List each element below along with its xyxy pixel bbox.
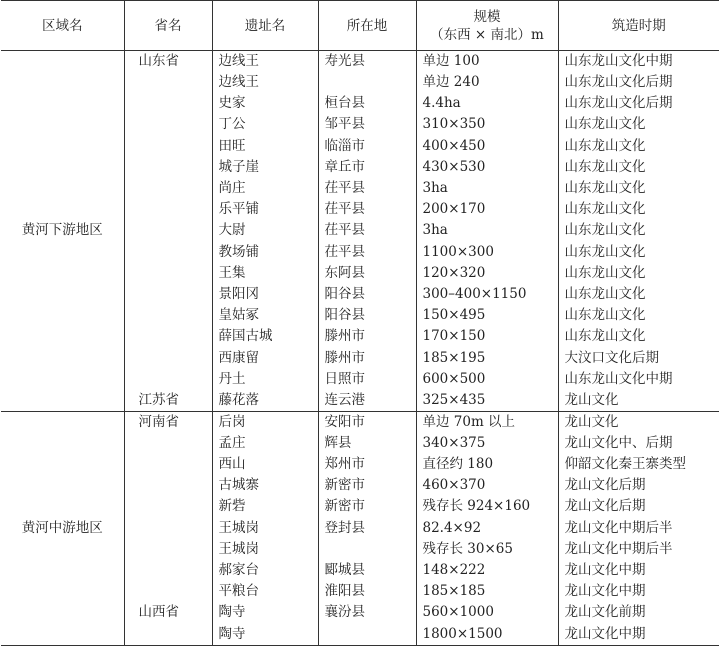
scale-cell: 300–400×1150 — [416, 284, 558, 305]
site-cell: 史家 — [212, 93, 318, 114]
scale-cell: 185×185 — [416, 581, 558, 602]
province-cell — [124, 560, 212, 581]
header-province: 省名 — [124, 1, 212, 51]
period-cell: 山东龙山文化 — [564, 264, 646, 281]
location-cell — [318, 539, 416, 560]
scale-cell: 150×495 — [416, 305, 558, 326]
period-cell: 山东龙山文化 — [564, 158, 646, 175]
period-cell: 山东龙山文化 — [564, 307, 646, 324]
province-cell: 山西省 — [124, 602, 212, 623]
province-cell — [124, 518, 212, 539]
province-cell — [124, 454, 212, 475]
site-cell: 藤花落 — [212, 390, 318, 412]
site-cell: 王集 — [212, 263, 318, 284]
scale-cell: 430×530 — [416, 157, 558, 178]
province-cell — [124, 114, 212, 135]
site-cell: 边线王 — [212, 72, 318, 93]
header-scale — [416, 1, 558, 51]
scale-cell: 325×435 — [416, 390, 558, 412]
table-row — [1, 51, 719, 73]
site-cell: 教场铺 — [212, 242, 318, 263]
province-cell — [124, 326, 212, 347]
province-cell — [124, 242, 212, 263]
scale-cell: 残存长 30×65 — [416, 539, 558, 560]
period-cell: 山东龙山文化后期 — [564, 74, 673, 91]
location-cell: 连云港 — [318, 390, 416, 412]
province-cell — [124, 581, 212, 602]
site-cell: 田旺 — [212, 136, 318, 157]
location-cell: 茌平县 — [318, 199, 416, 220]
site-cell: 郝家台 — [212, 560, 318, 581]
period-cell: 山东龙山文化中期 — [564, 53, 673, 69]
province-cell: 山东省 — [124, 51, 212, 73]
province-cell — [124, 369, 212, 390]
location-cell: 日照市 — [318, 369, 416, 390]
location-cell: 辉县 — [318, 433, 416, 454]
table-row — [1, 411, 719, 433]
scale-cell: 3ha — [416, 220, 558, 241]
site-cell: 新砦 — [212, 496, 318, 517]
period-cell: 龙山文化中期后半 — [564, 540, 673, 557]
province-cell — [124, 93, 212, 114]
period-cell: 仰韶文化秦王寨类型 — [564, 456, 686, 473]
scale-cell: 170×150 — [416, 326, 558, 347]
location-cell: 登封县 — [318, 518, 416, 539]
scale-cell: 600×500 — [416, 369, 558, 390]
location-cell: 东阿县 — [318, 263, 416, 284]
site-cell: 王城岗 — [212, 539, 318, 560]
period-cell: 龙山文化中期 — [564, 583, 646, 600]
location-cell: 茌平县 — [318, 220, 416, 241]
location-cell: 郑州市 — [318, 454, 416, 475]
site-cell: 西山 — [212, 454, 318, 475]
scale-cell: 残存长 924×160 — [416, 496, 558, 517]
scale-cell: 1800×1500 — [416, 624, 558, 646]
province-cell — [124, 539, 212, 560]
location-cell: 滕州市 — [318, 347, 416, 368]
location-cell — [318, 72, 416, 93]
period-cell: 山东龙山文化 — [564, 201, 646, 218]
scale-cell: 3ha — [416, 178, 558, 199]
site-cell: 王城岗 — [212, 518, 318, 539]
location-cell — [318, 624, 416, 646]
province-cell — [124, 433, 212, 454]
sites-table — [1, 0, 719, 646]
period-cell: 龙山文化中期 — [564, 562, 646, 579]
scale-cell: 560×1000 — [416, 602, 558, 623]
period-cell: 山东龙山文化 — [564, 116, 646, 133]
header-scale-line2: （东西 × 南北）m — [430, 26, 544, 43]
table-body — [1, 51, 719, 646]
period-cell: 龙山文化后期 — [564, 498, 646, 515]
province-cell — [124, 263, 212, 284]
scale-cell: 340×375 — [416, 433, 558, 454]
period-cell: 山东龙山文化 — [564, 180, 646, 197]
scale-cell: 148×222 — [416, 560, 558, 581]
site-cell: 陶寺 — [212, 602, 318, 623]
scale-cell: 1100×300 — [416, 242, 558, 263]
scale-cell: 200×170 — [416, 199, 558, 220]
scale-cell: 460×370 — [416, 475, 558, 496]
scale-cell: 单边 70m 以上 — [416, 411, 558, 433]
site-cell: 城子崖 — [212, 157, 318, 178]
period-cell: 山东龙山文化 — [564, 137, 646, 154]
site-cell: 皇姑冢 — [212, 305, 318, 326]
site-cell: 边线王 — [212, 51, 318, 73]
region-cell: 黄河中游地区 — [1, 411, 124, 645]
scale-cell: 单边 100 — [416, 51, 558, 73]
location-cell: 桓台县 — [318, 93, 416, 114]
period-cell: 龙山文化中、后期 — [564, 434, 673, 451]
province-cell — [124, 624, 212, 646]
location-cell: 茌平县 — [318, 178, 416, 199]
period-cell: 龙山文化中期 — [558, 624, 719, 646]
province-cell — [124, 220, 212, 241]
period-cell: 山东龙山文化中期 — [564, 370, 673, 387]
province-cell — [124, 496, 212, 517]
scale-cell: 310×350 — [416, 114, 558, 135]
site-cell: 西康留 — [212, 347, 318, 368]
period-cell: 山东龙山文化后期 — [564, 95, 673, 112]
location-cell: 安阳市 — [318, 411, 416, 433]
header-period: 筑造时期 — [558, 1, 719, 51]
region-cell: 黄河下游地区 — [1, 51, 124, 412]
province-cell — [124, 72, 212, 93]
period-cell: 山东龙山文化 — [564, 285, 646, 302]
header-location: 所在地 — [318, 1, 416, 51]
period-cell: 山东龙山文化 — [564, 328, 646, 345]
site-cell: 薛国古城 — [212, 326, 318, 347]
location-cell: 茌平县 — [318, 242, 416, 263]
period-cell: 大汶口文化后期 — [564, 349, 659, 366]
province-cell: 河南省 — [124, 411, 212, 433]
location-cell: 滕州市 — [318, 326, 416, 347]
location-cell: 临淄市 — [318, 136, 416, 157]
site-cell: 陶寺 — [212, 624, 318, 646]
site-cell: 大尉 — [212, 220, 318, 241]
province-cell — [124, 157, 212, 178]
province-cell — [124, 347, 212, 368]
site-cell: 景阳冈 — [212, 284, 318, 305]
scale-cell: 82.4×92 — [416, 518, 558, 539]
scale-cell: 400×450 — [416, 136, 558, 157]
site-cell: 乐平铺 — [212, 199, 318, 220]
site-cell: 尚庄 — [212, 178, 318, 199]
site-cell: 丁公 — [212, 114, 318, 135]
period-cell: 龙山文化 — [564, 413, 619, 430]
site-cell: 古城寨 — [212, 475, 318, 496]
province-cell — [124, 475, 212, 496]
site-cell: 后岗 — [212, 411, 318, 433]
header-scale-line1: 规模 — [473, 8, 501, 25]
province-cell — [124, 136, 212, 157]
site-cell: 平粮台 — [212, 581, 318, 602]
scale-cell: 单边 240 — [416, 72, 558, 93]
scale-cell: 4.4ha — [416, 93, 558, 114]
period-cell: 龙山文化前期 — [564, 604, 646, 621]
period-cell: 龙山文化中期后半 — [564, 519, 673, 536]
province-cell — [124, 199, 212, 220]
scale-cell: 直径约 180 — [416, 454, 558, 475]
period-cell: 龙山文化 — [558, 390, 719, 412]
location-cell: 阳谷县 — [318, 284, 416, 305]
province-cell — [124, 178, 212, 199]
scale-cell: 185×195 — [416, 347, 558, 368]
location-cell: 新密市 — [318, 475, 416, 496]
scale-cell: 120×320 — [416, 263, 558, 284]
location-cell: 郾城县 — [318, 560, 416, 581]
province-cell — [124, 305, 212, 326]
location-cell: 邹平县 — [318, 114, 416, 135]
header-region: 区域名 — [1, 1, 124, 51]
site-cell: 孟庄 — [212, 433, 318, 454]
location-cell: 章丘市 — [318, 157, 416, 178]
location-cell: 阳谷县 — [318, 305, 416, 326]
header-row — [1, 1, 719, 51]
header-site: 遗址名 — [212, 1, 318, 51]
location-cell: 襄汾县 — [318, 602, 416, 623]
province-cell — [124, 284, 212, 305]
site-cell: 丹土 — [212, 369, 318, 390]
period-cell: 山东龙山文化 — [564, 243, 646, 260]
province-cell: 江苏省 — [124, 390, 212, 412]
period-cell: 山东龙山文化 — [564, 222, 646, 239]
period-cell: 龙山文化后期 — [564, 477, 646, 494]
location-cell: 寿光县 — [318, 51, 416, 73]
location-cell: 新密市 — [318, 496, 416, 517]
location-cell: 淮阳县 — [318, 581, 416, 602]
